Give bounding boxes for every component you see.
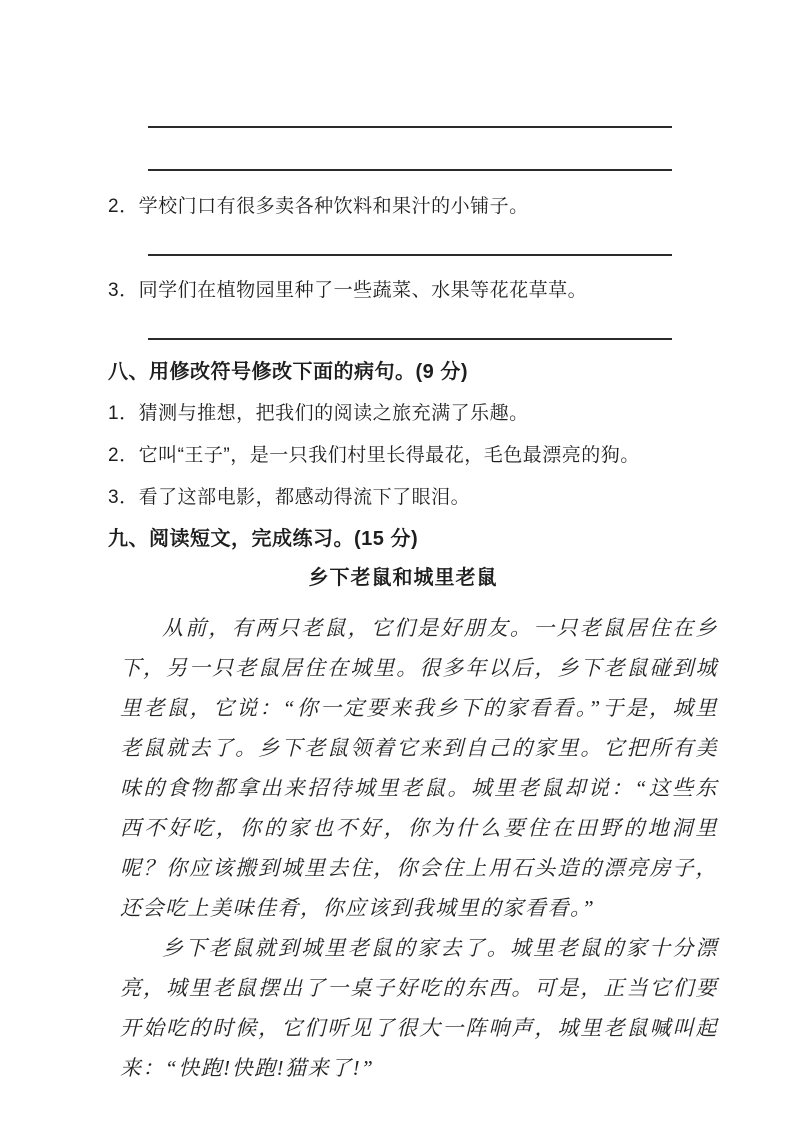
answer-line: [148, 169, 672, 171]
section-eight-heading: 八、用修改符号修改下面的病句。(9 分): [108, 361, 468, 383]
passage-title: 乡下老鼠和城里老鼠: [308, 567, 498, 589]
section-nine-heading: 九、阅读短文，完成练习。(15 分): [108, 528, 419, 550]
passage-paragraph-1: 从前，有两只老鼠，它们是好朋友。一只老鼠居住在乡下，另一只老鼠居住在城里。很多年以后，乡下老鼠碰到城里老鼠，它说：“你一定要来我乡下的家看看。”于是，城里老鼠就去了。乡下老鼠领着它来到自己的家里。它把所有美味的食物都拿出来招待城里老鼠。城里老鼠却说：“这些东西不好吃，你的家也不好，你为什么要住在田野的地洞里呢？你应该搬到城里去住，你会住上用石头造的漂亮房子，还会吃上美味佳肴，你应该到我城里的家看看。”: [120, 616, 718, 920]
fix-item-1: 1．猜测与推想，把我们的阅读之旅充满了乐趣。: [108, 403, 529, 424]
passage-paragraph-2: 乡下老鼠就到城里老鼠的家去了。城里老鼠的家十分漂亮，城里老鼠摆出了一桌子好吃的东西。可是，正当它们要开始吃的时候，它们听见了很大一阵响声，城里老鼠喊叫起来：“快跑!快跑!猫来了!”: [120, 936, 718, 1080]
answer-line: [148, 338, 672, 340]
fix-item-2: 2．它叫“王子”，是一只我们村里长得最花，毛色最漂亮的狗。: [108, 445, 640, 466]
sentence-item-3: 3．同学们在植物园里种了一些蔬菜、水果等花花草草。: [108, 280, 588, 301]
sentence-item-2: 2．学校门口有很多卖各种饮料和果汁的小铺子。: [108, 196, 529, 217]
answer-line: [148, 254, 672, 256]
fix-item-3: 3．看了这部电影，都感动得流下了眼泪。: [108, 487, 471, 508]
answer-line: [148, 126, 672, 128]
